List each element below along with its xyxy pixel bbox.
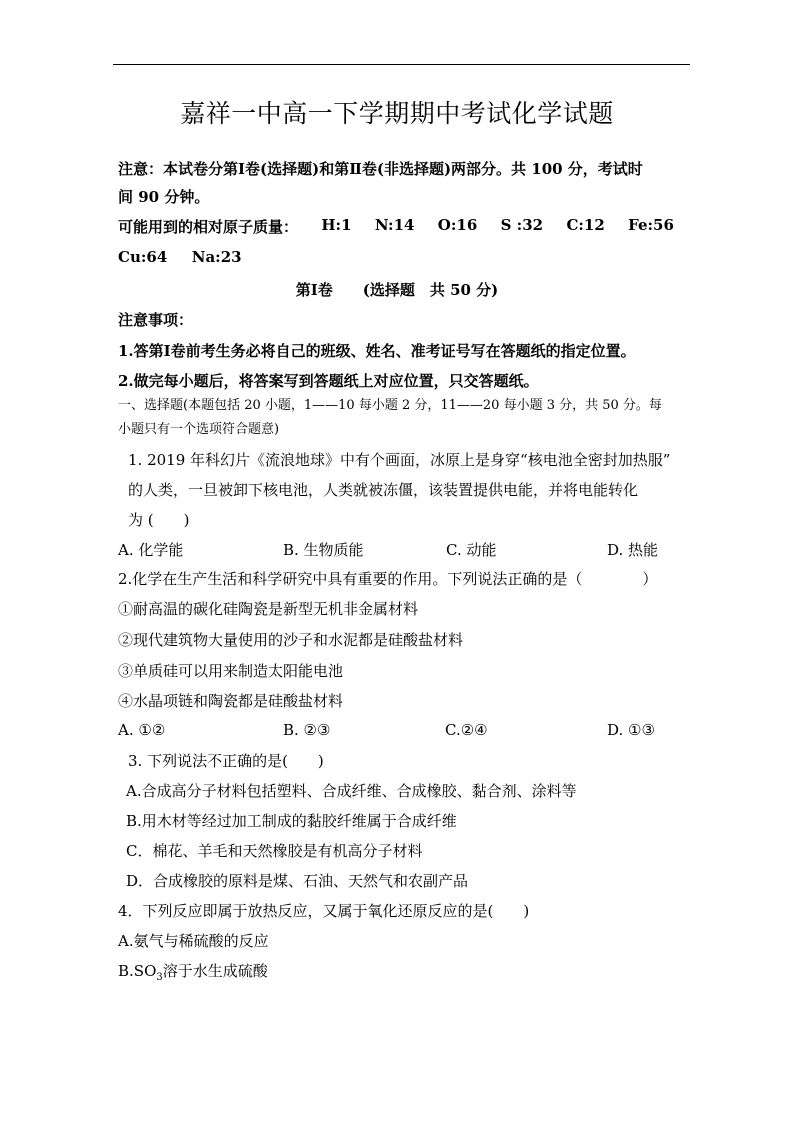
- q1-stem-line-1: 1. 2019 年科幻片《流浪地球》中有个画面，冰原上是身穿“核电池全密封加热服”: [128, 451, 671, 469]
- q3-option-b: B.用木材等经过加工制成的黏胶纤维属于合成纤维: [126, 812, 457, 830]
- q2-option-c: C.②④: [445, 721, 488, 739]
- atomic-mass-o: O:16: [437, 216, 478, 234]
- atomic-mass-n: N:14: [374, 216, 415, 234]
- notice-line-1: 注意：本试卷分第Ⅰ卷(选择题)和第Ⅱ卷(非选择题)两部分。共 100 分，考试时: [118, 160, 643, 178]
- q2-statement-1: ①耐高温的碳化硅陶瓷是新型无机非金属材料: [118, 600, 419, 618]
- notice-line-2: 间 90 分钟。: [118, 188, 210, 206]
- q1-option-a: A. 化学能: [118, 541, 184, 559]
- q2-option-d: D. ①③: [607, 721, 655, 739]
- q3-stem: 3. 下列说法不正确的是( ): [128, 752, 324, 770]
- q4-option-a: A.氨气与稀硫酸的反应: [118, 932, 269, 950]
- q1-option-b: B. 生物质能: [283, 541, 364, 559]
- part1-instructions-line-2: 小题只有一个选项符合题意): [118, 422, 280, 437]
- q1-option-c: C. 动能: [446, 541, 497, 559]
- q4-option-b-suffix: 溶于水生成硫酸: [162, 962, 268, 980]
- q1-stem-line-3: 为 ( ): [128, 511, 190, 529]
- atomic-mass-cu: Cu:64: [118, 248, 168, 266]
- q2-option-b: B. ②③: [283, 721, 331, 739]
- atomic-masses-label: 可能用到的相对原子质量：: [118, 218, 299, 236]
- atomic-mass-s: S :32: [500, 216, 544, 234]
- atomic-mass-c: C:12: [566, 216, 605, 234]
- q4-option-b-subscript: 3: [156, 972, 163, 983]
- q2-statement-4: ④水晶项链和陶瓷都是硅酸盐材料: [118, 692, 344, 710]
- q1-stem-line-2: 的人类，一旦被卸下核电池，人类就被冻僵，该装置提供电能，并将电能转化: [128, 481, 639, 499]
- atomic-mass-h: H:1: [321, 216, 352, 234]
- q1-option-d: D. 热能: [607, 541, 659, 559]
- atomic-mass-na: Na:23: [191, 248, 242, 266]
- precaution-item-2: 2.做完每小题后，将答案写到答题纸上对应位置，只交答题纸。: [118, 372, 539, 390]
- q3-option-c: C．棉花、羊毛和天然橡胶是有机高分子材料: [126, 842, 423, 860]
- precautions-heading: 注意事项：: [118, 311, 194, 329]
- atomic-masses-row-2: [118, 248, 242, 266]
- header-rule: [113, 64, 690, 65]
- q4-option-b-prefix: B.SO: [118, 962, 157, 980]
- q2-statement-2: ②现代建筑物大量使用的沙子和水泥都是硅酸盐材料: [118, 631, 464, 649]
- page-title: 嘉祥一中高一下学期期中考试化学试题: [180, 99, 614, 128]
- section-heading: 第Ⅰ卷 (选择题 共 50 分): [295, 281, 499, 299]
- atomic-masses-row: [118, 216, 674, 237]
- precaution-item-1: 1.答第Ⅰ卷前考生务必将自己的班级、姓名、准考证号写在答题纸的指定位置。: [118, 342, 636, 360]
- atomic-mass-fe: Fe:56: [628, 216, 674, 234]
- q4-option-b: [118, 960, 268, 983]
- part1-instructions-line-1: 一、选择题(本题包括 20 小题，1——10 每小题 2 分，11——20 每小题 3 分，共 50 分。每: [118, 398, 662, 413]
- q2-stem: 2.化学在生产生活和科学研究中具有重要的作用。下列说法正确的是（ ）: [118, 570, 658, 588]
- q2-option-a: A. ①②: [118, 721, 166, 739]
- q3-option-a: A.合成高分子材料包括塑料、合成纤维、合成橡胶、黏合剂、涂料等: [126, 782, 577, 800]
- q4-stem: 4．下列反应即属于放热反应，又属于氧化还原反应的是( ): [118, 902, 530, 920]
- q3-option-d: D．合成橡胶的原料是煤、石油、天然气和农副产品: [126, 872, 469, 890]
- q2-statement-3: ③单质硅可以用来制造太阳能电池: [118, 662, 344, 680]
